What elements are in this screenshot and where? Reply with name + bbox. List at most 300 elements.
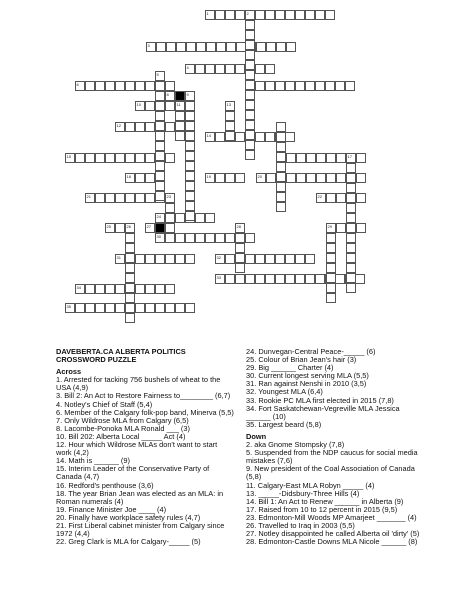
grid-cell[interactable]	[326, 263, 336, 273]
grid-cell[interactable]	[326, 253, 336, 263]
grid-cell[interactable]	[346, 233, 356, 243]
grid-cell[interactable]	[326, 223, 336, 233]
grid-cell[interactable]	[225, 274, 235, 284]
grid-cell[interactable]	[245, 120, 255, 130]
clue-number: 1	[206, 10, 209, 16]
grid-cell[interactable]	[215, 10, 225, 20]
grid-cell[interactable]	[165, 91, 175, 101]
grid-cell[interactable]	[175, 233, 185, 243]
grid-cell[interactable]	[185, 233, 195, 243]
grid-cell[interactable]	[325, 81, 335, 91]
grid-cell[interactable]	[265, 64, 275, 74]
grid-cell[interactable]	[326, 153, 336, 163]
grid-cell[interactable]	[346, 253, 356, 263]
grid-cell[interactable]	[235, 274, 245, 284]
grid-cell[interactable]	[105, 303, 115, 313]
grid-cell[interactable]	[125, 81, 135, 91]
grid-cell[interactable]	[326, 173, 336, 183]
grid-cell[interactable]	[346, 163, 356, 173]
grid-cell[interactable]	[305, 81, 315, 91]
grid-cell[interactable]	[125, 313, 135, 323]
grid-cell[interactable]	[155, 151, 165, 161]
grid-cell[interactable]	[175, 303, 185, 313]
grid-cell[interactable]	[175, 254, 185, 264]
grid-cell[interactable]	[315, 274, 325, 284]
grid-cell[interactable]	[336, 193, 346, 203]
grid-cell[interactable]	[155, 121, 165, 131]
grid-cell[interactable]	[145, 153, 155, 163]
grid-cell[interactable]	[155, 191, 165, 201]
grid-cell[interactable]	[245, 60, 255, 70]
grid-cell[interactable]	[265, 132, 275, 142]
grid-cell[interactable]	[245, 254, 255, 264]
grid-cell[interactable]	[235, 253, 245, 263]
grid-cell[interactable]	[346, 203, 356, 213]
grid-cell[interactable]	[276, 142, 286, 152]
grid-cell[interactable]	[346, 173, 356, 183]
grid-cell[interactable]	[245, 100, 255, 110]
grid-cell[interactable]	[115, 81, 125, 91]
grid-cell[interactable]	[225, 111, 235, 121]
clue-number: 27	[146, 223, 151, 229]
grid-cell[interactable]	[145, 193, 155, 203]
grid-cell[interactable]	[205, 64, 215, 74]
grid-cell[interactable]	[85, 193, 95, 203]
clue-number: 23	[166, 193, 171, 199]
grid-cell[interactable]	[216, 42, 226, 52]
grid-cell[interactable]	[245, 50, 255, 60]
grid-cell[interactable]	[165, 223, 175, 233]
grid-cell[interactable]	[195, 213, 205, 223]
grid-cell[interactable]	[95, 153, 105, 163]
grid-cell[interactable]	[245, 150, 255, 160]
grid-cell[interactable]	[105, 284, 115, 294]
grid-cell[interactable]	[185, 131, 195, 141]
grid-cell[interactable]	[276, 152, 286, 162]
grid-cell[interactable]	[125, 173, 135, 183]
grid-cell[interactable]	[105, 81, 115, 91]
grid-cell[interactable]	[335, 81, 345, 91]
grid-cell[interactable]	[115, 223, 125, 233]
grid-cell[interactable]	[125, 253, 135, 263]
grid-cell[interactable]	[115, 153, 125, 163]
grid-cell[interactable]	[296, 153, 306, 163]
grid-cell[interactable]	[115, 303, 125, 313]
grid-cell[interactable]	[135, 193, 145, 203]
grid-cell[interactable]	[255, 254, 265, 264]
grid-cell[interactable]	[165, 303, 175, 313]
grid-cell[interactable]	[276, 172, 286, 182]
grid-cell[interactable]	[275, 254, 285, 264]
grid-cell[interactable]	[155, 161, 165, 171]
grid-cell[interactable]	[235, 233, 245, 243]
grid-cell[interactable]	[105, 223, 115, 233]
grid-cell[interactable]	[145, 284, 155, 294]
grid-cell[interactable]	[175, 111, 185, 121]
grid-cell[interactable]	[346, 183, 356, 193]
clue-number: 30	[156, 233, 161, 239]
grid-cell[interactable]	[65, 153, 75, 163]
grid-cell[interactable]	[235, 223, 245, 233]
grid-cell[interactable]	[196, 42, 206, 52]
grid-cell[interactable]	[205, 213, 215, 223]
clue-number: 3	[147, 42, 150, 48]
grid-cell[interactable]	[135, 173, 145, 183]
grid-cell[interactable]	[125, 243, 135, 253]
grid-cell[interactable]	[145, 81, 155, 91]
grid-cell[interactable]	[266, 173, 276, 183]
grid-cell[interactable]	[346, 283, 356, 293]
grid-cell[interactable]	[235, 64, 245, 74]
grid-cell[interactable]	[346, 223, 356, 233]
grid-cell[interactable]	[245, 20, 255, 30]
grid-cell[interactable]	[225, 64, 235, 74]
grid-cell[interactable]	[155, 254, 165, 264]
grid-cell[interactable]	[245, 40, 255, 50]
grid-cell[interactable]	[165, 101, 175, 111]
grid-cell[interactable]	[316, 193, 326, 203]
grid-cell[interactable]	[275, 81, 285, 91]
grid-cell[interactable]	[346, 273, 356, 283]
grid-cell[interactable]	[305, 10, 315, 20]
grid-cell[interactable]	[185, 303, 195, 313]
grid-cell[interactable]	[185, 181, 195, 191]
grid-cell[interactable]	[185, 211, 195, 221]
grid-cell[interactable]	[276, 132, 286, 142]
grid-cell[interactable]	[265, 10, 275, 20]
grid-cell[interactable]	[295, 274, 305, 284]
down-clue: 13. _____-Didsbury-Three Hills (4)	[246, 488, 360, 498]
grid-cell[interactable]	[255, 132, 265, 142]
grid-cell[interactable]	[286, 173, 296, 183]
grid-cell[interactable]	[125, 263, 135, 273]
grid-cell[interactable]	[125, 223, 135, 233]
grid-cell[interactable]	[185, 111, 195, 121]
grid-cell[interactable]	[336, 223, 346, 233]
grid-cell[interactable]	[336, 173, 346, 183]
grid-cell[interactable]	[185, 191, 195, 201]
grid-cell[interactable]	[166, 42, 176, 52]
grid-cell[interactable]	[165, 213, 175, 223]
grid-cell[interactable]	[285, 10, 295, 20]
grid-cell[interactable]	[225, 101, 235, 111]
grid-cell[interactable]	[276, 162, 286, 172]
grid-cell[interactable]	[245, 30, 255, 40]
grid-cell[interactable]	[125, 233, 135, 243]
grid-cell[interactable]	[155, 284, 165, 294]
grid-cell[interactable]	[186, 42, 196, 52]
grid-cell[interactable]	[185, 161, 195, 171]
grid-cell[interactable]	[346, 193, 356, 203]
grid-cell[interactable]	[245, 10, 255, 20]
grid-cell[interactable]	[285, 132, 295, 142]
grid-cell[interactable]	[255, 10, 265, 20]
grid-cell[interactable]	[165, 81, 175, 91]
grid-cell[interactable]	[255, 81, 265, 91]
grid-cell[interactable]	[85, 303, 95, 313]
grid-cell[interactable]	[165, 203, 175, 213]
grid-cell[interactable]	[265, 274, 275, 284]
grid-cell[interactable]	[276, 192, 286, 202]
grid-cell[interactable]	[265, 254, 275, 264]
grid-cell[interactable]	[145, 223, 155, 233]
grid-cell[interactable]	[85, 81, 95, 91]
grid-cell[interactable]	[215, 233, 225, 243]
across-clue: 22. Greg Clark is MLA for Calgary-_____ (5)	[56, 537, 201, 547]
grid-cell[interactable]	[195, 64, 205, 74]
grid-cell[interactable]	[355, 274, 365, 284]
grid-cell[interactable]	[95, 81, 105, 91]
grid-cell[interactable]	[275, 274, 285, 284]
grid-cell[interactable]	[185, 91, 195, 101]
grid-cell[interactable]	[185, 121, 195, 131]
grid-cell[interactable]	[225, 233, 235, 243]
grid-cell[interactable]	[266, 42, 276, 52]
grid-cell[interactable]	[115, 122, 125, 132]
grid-cell[interactable]	[326, 273, 336, 283]
grid-cell[interactable]	[245, 130, 255, 140]
grid-cell[interactable]	[75, 153, 85, 163]
grid-cell[interactable]	[125, 283, 135, 293]
grid-cell[interactable]	[215, 274, 225, 284]
grid-cell[interactable]	[215, 64, 225, 74]
grid-cell[interactable]	[125, 293, 135, 303]
grid-cell[interactable]	[325, 10, 335, 20]
grid-cell[interactable]	[276, 122, 286, 132]
grid-cell[interactable]	[285, 274, 295, 284]
grid-cell[interactable]	[255, 274, 265, 284]
grid-cell[interactable]	[175, 121, 185, 131]
grid-cell[interactable]	[146, 42, 156, 52]
puzzle-title: DAVEBERTA.CA ALBERTA POLITICS	[56, 347, 186, 356]
grid-cell[interactable]	[326, 233, 336, 243]
grid-cell[interactable]	[135, 101, 145, 111]
grid-cell[interactable]	[165, 284, 175, 294]
grid-cell[interactable]	[255, 64, 265, 74]
grid-cell[interactable]	[225, 173, 235, 183]
clue-number: 20	[257, 173, 262, 179]
grid-cell[interactable]	[185, 201, 195, 211]
grid-cell[interactable]	[125, 273, 135, 283]
grid-cell[interactable]	[115, 284, 125, 294]
grid-cell[interactable]	[346, 213, 356, 223]
grid-cell[interactable]	[215, 132, 225, 142]
grid-cell[interactable]	[145, 303, 155, 313]
grid-cell[interactable]	[256, 42, 266, 52]
grid-cell[interactable]	[205, 233, 215, 243]
grid-cell[interactable]	[75, 81, 85, 91]
grid-cell[interactable]	[125, 303, 135, 313]
grid-cell[interactable]	[245, 70, 255, 80]
grid-cell[interactable]	[295, 254, 305, 264]
grid-cell[interactable]	[346, 263, 356, 273]
grid-cell[interactable]	[185, 171, 195, 181]
grid-cell[interactable]	[245, 274, 255, 284]
grid-cell[interactable]	[155, 81, 165, 91]
clue-number: 17	[347, 153, 352, 159]
grid-cell[interactable]	[125, 193, 135, 203]
grid-cell[interactable]	[226, 42, 236, 52]
grid-cell[interactable]	[245, 80, 255, 90]
grid-cell[interactable]	[345, 81, 355, 91]
grid-cell[interactable]	[156, 42, 166, 52]
grid-cell[interactable]	[235, 132, 245, 142]
grid-cell[interactable]	[225, 10, 235, 20]
grid-cell[interactable]	[245, 110, 255, 120]
grid-cell[interactable]	[326, 243, 336, 253]
grid-cell[interactable]	[75, 303, 85, 313]
grid-cell[interactable]	[206, 42, 216, 52]
grid-cell[interactable]	[145, 122, 155, 132]
grid-cell[interactable]	[326, 193, 336, 203]
grid-cell[interactable]	[305, 274, 315, 284]
grid-cell[interactable]	[155, 131, 165, 141]
grid-cell[interactable]	[305, 254, 315, 264]
across-clue: 30. Current longest serving MLA (5,5)	[246, 371, 369, 381]
grid-cell[interactable]	[115, 193, 125, 203]
across-clue: 8. Lacombe-Ponoka MLA Ronald ___ (3)	[56, 423, 190, 433]
grid-cell[interactable]	[185, 141, 195, 151]
grid-cell[interactable]	[155, 303, 165, 313]
grid-cell[interactable]	[286, 42, 296, 52]
grid-cell[interactable]	[95, 303, 105, 313]
grid-cell[interactable]	[296, 173, 306, 183]
grid-cell[interactable]	[326, 293, 336, 303]
grid-cell[interactable]	[185, 101, 195, 111]
grid-cell[interactable]	[235, 173, 245, 183]
grid-cell[interactable]	[175, 101, 185, 111]
grid-cell[interactable]	[235, 10, 245, 20]
grid-cell[interactable]	[276, 42, 286, 52]
down-clue: 11. Calgary-East MLA Robyn _____ (4)	[246, 480, 375, 490]
grid-cell[interactable]	[316, 173, 326, 183]
grid-cell[interactable]	[245, 140, 255, 150]
grid-cell[interactable]	[135, 81, 145, 91]
grid-cell[interactable]	[315, 10, 325, 20]
grid-cell[interactable]	[295, 81, 305, 91]
grid-cell[interactable]	[145, 254, 155, 264]
grid-cell[interactable]	[175, 131, 185, 141]
grid-cell[interactable]	[185, 64, 195, 74]
grid-cell[interactable]	[245, 233, 255, 243]
grid-cell[interactable]	[316, 153, 326, 163]
grid-cell[interactable]	[125, 153, 135, 163]
grid-cell[interactable]	[135, 122, 145, 132]
grid-cell[interactable]	[285, 81, 295, 91]
grid-cell[interactable]	[95, 193, 105, 203]
grid-cell[interactable]	[155, 141, 165, 151]
grid-cell[interactable]	[306, 153, 316, 163]
clue-number: 21	[86, 193, 91, 199]
grid-cell[interactable]	[225, 254, 235, 264]
grid-cell[interactable]	[215, 254, 225, 264]
grid-cell[interactable]	[326, 283, 336, 293]
grid-cell[interactable]	[165, 153, 175, 163]
grid-cell[interactable]	[185, 151, 195, 161]
grid-cell[interactable]	[125, 122, 135, 132]
grid-cell[interactable]	[356, 223, 366, 233]
grid-cell[interactable]	[306, 173, 316, 183]
grid-cell[interactable]	[356, 153, 366, 163]
grid-cell[interactable]	[205, 173, 215, 183]
grid-cell[interactable]	[356, 193, 366, 203]
across-clue: 12. Hour which Wildrose MLAs don't want to start work (4,2)	[56, 440, 218, 458]
grid-cell[interactable]	[155, 101, 165, 111]
grid-cell[interactable]	[295, 10, 305, 20]
grid-cell[interactable]	[155, 111, 165, 121]
grid-cell[interactable]	[145, 173, 155, 183]
grid-cell[interactable]	[115, 254, 125, 264]
grid-cell[interactable]	[155, 71, 165, 81]
grid-cell[interactable]	[135, 303, 145, 313]
grid-cell[interactable]	[165, 122, 175, 132]
grid-cell[interactable]	[235, 243, 245, 253]
grid-cell[interactable]	[95, 284, 105, 294]
clue-number: 5	[156, 71, 159, 77]
grid-cell[interactable]	[205, 10, 215, 20]
grid-cell[interactable]	[165, 254, 175, 264]
grid-cell[interactable]	[176, 42, 186, 52]
grid-cell[interactable]	[356, 173, 366, 183]
grid-cell[interactable]	[155, 233, 165, 243]
grid-cell[interactable]	[105, 153, 115, 163]
grid-cell[interactable]	[215, 173, 225, 183]
grid-cell[interactable]	[185, 254, 195, 264]
clue-number: 34	[76, 284, 81, 290]
grid-cell[interactable]	[85, 284, 95, 294]
clue-number: 35	[66, 303, 71, 309]
grid-cell[interactable]	[145, 101, 155, 111]
grid-cell[interactable]	[165, 193, 175, 203]
grid-cell[interactable]	[335, 274, 345, 284]
down-clue: 14. Bill 1: An Act to Renew ______ in Alberta (9)	[246, 496, 404, 506]
grid-cell[interactable]	[276, 202, 286, 212]
grid-cell[interactable]	[245, 90, 255, 100]
grid-cell[interactable]	[65, 303, 75, 313]
grid-cell[interactable]	[225, 131, 235, 141]
grid-cell[interactable]	[165, 233, 175, 243]
grid-cell[interactable]	[285, 254, 295, 264]
grid-cell[interactable]	[155, 171, 165, 181]
down-clue-list	[246, 441, 424, 546]
grid-cell[interactable]	[135, 254, 145, 264]
grid-cell[interactable]	[85, 153, 95, 163]
grid-cell[interactable]	[315, 81, 325, 91]
grid-cell[interactable]	[275, 10, 285, 20]
clue-number: 25	[106, 223, 111, 229]
grid-cell[interactable]	[195, 233, 205, 243]
grid-cell[interactable]	[105, 193, 115, 203]
grid-cell[interactable]	[235, 263, 245, 273]
grid-cell[interactable]	[225, 121, 235, 131]
grid-cell[interactable]	[155, 213, 165, 223]
grid-cell[interactable]	[135, 284, 145, 294]
grid-cell[interactable]	[135, 153, 145, 163]
grid-cell[interactable]	[276, 182, 286, 192]
grid-cell[interactable]	[265, 81, 275, 91]
grid-cell[interactable]	[155, 181, 165, 191]
grid-cell[interactable]	[205, 132, 215, 142]
grid-cell[interactable]	[175, 213, 185, 223]
grid-cell[interactable]	[256, 173, 266, 183]
grid-cell[interactable]	[155, 91, 165, 101]
grid-cell[interactable]	[336, 153, 346, 163]
grid-cell[interactable]	[286, 153, 296, 163]
down-clue: 28. Edmonton-Castle Downs MLA Nicole ______ (8)	[246, 537, 418, 547]
grid-cell[interactable]	[346, 243, 356, 253]
grid-cell[interactable]	[346, 153, 356, 163]
grid-cell[interactable]	[75, 284, 85, 294]
